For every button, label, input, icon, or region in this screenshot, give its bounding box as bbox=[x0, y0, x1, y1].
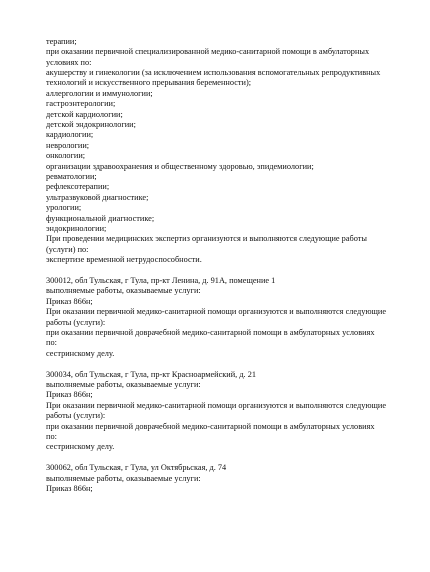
text-line: кардиологии; bbox=[46, 130, 94, 139]
text-line: онкологии; bbox=[46, 151, 86, 160]
text-line: при оказании первичной доврачебной медико-санитарной помощи в амбулаторных условиях bbox=[46, 328, 375, 337]
text-line: организации здравоохранения и общественному здоровью, эпидемиологии; bbox=[46, 162, 314, 171]
text-line: 300034, обл Тульская, г Тула, пр-кт Красноармейский, д. 21 bbox=[46, 370, 256, 379]
text-line: урологии; bbox=[46, 203, 82, 212]
text-line: 300062, обл Тульская, г Тула, ул Октябрьская, д. 74 bbox=[46, 463, 227, 472]
text-line: эндокринологии; bbox=[46, 224, 107, 233]
text-line: аллергологии и иммунологии; bbox=[46, 89, 153, 98]
text-line: работы (услуги): bbox=[46, 411, 106, 420]
text-line: Приказ 866н; bbox=[46, 390, 93, 399]
text-line: при оказании первичной доврачебной медико-санитарной помощи в амбулаторных условиях bbox=[46, 422, 375, 431]
text-line: сестринскому делу. bbox=[46, 349, 115, 358]
text-line: ревматологии; bbox=[46, 172, 97, 181]
text-line: неврологии; bbox=[46, 141, 90, 150]
text-line: 300012, обл Тульская, г Тула, пр-кт Ленина, д. 91А, помещение 1 bbox=[46, 276, 276, 285]
text-line: ультразвуковой диагностике; bbox=[46, 193, 149, 202]
text-line: по: bbox=[46, 432, 57, 441]
text-line: (услуги) по: bbox=[46, 245, 89, 254]
text-line: при оказании первичной специализированной медико-санитарной помощи в амбулаторных bbox=[46, 47, 370, 56]
text-line: функциональной диагностике; bbox=[46, 214, 155, 223]
text-line: При оказании первичной медико-санитарной помощи организуются и выполняются следующие bbox=[46, 401, 387, 410]
text-line: сестринскому делу. bbox=[46, 442, 115, 451]
text-line: выполняемые работы, оказываемые услуги: bbox=[46, 380, 201, 389]
text-line: детской эндокринологии; bbox=[46, 120, 136, 129]
text-line: Приказ 866н; bbox=[46, 297, 93, 306]
text-line: работы (услуги): bbox=[46, 318, 106, 327]
text-line: условиях по: bbox=[46, 58, 92, 67]
text-line: рефлексотерапии; bbox=[46, 182, 110, 191]
text-line: экспертизе временной нетрудоспособности. bbox=[46, 255, 202, 264]
text-line: выполняемые работы, оказываемые услуги: bbox=[46, 474, 201, 483]
text-line: терапии; bbox=[46, 37, 77, 46]
text-line: технологий и искусственного прерывания беременности); bbox=[46, 78, 252, 87]
text-line: выполняемые работы, оказываемые услуги: bbox=[46, 286, 201, 295]
text-line: акушерству и гинекологии (за исключением использования вспомогательных репродуктивных bbox=[46, 68, 381, 77]
text-line: по: bbox=[46, 338, 57, 347]
text-line: Приказ 866н; bbox=[46, 484, 93, 493]
text-line: При оказании первичной медико-санитарной помощи организуются и выполняются следующие bbox=[46, 307, 387, 316]
text-line: гастроэнтерологии; bbox=[46, 99, 116, 108]
text-line: детской кардиологии; bbox=[46, 110, 123, 119]
text-line: При проведении медицинских экспертиз организуются и выполняются следующие работы bbox=[46, 234, 367, 243]
